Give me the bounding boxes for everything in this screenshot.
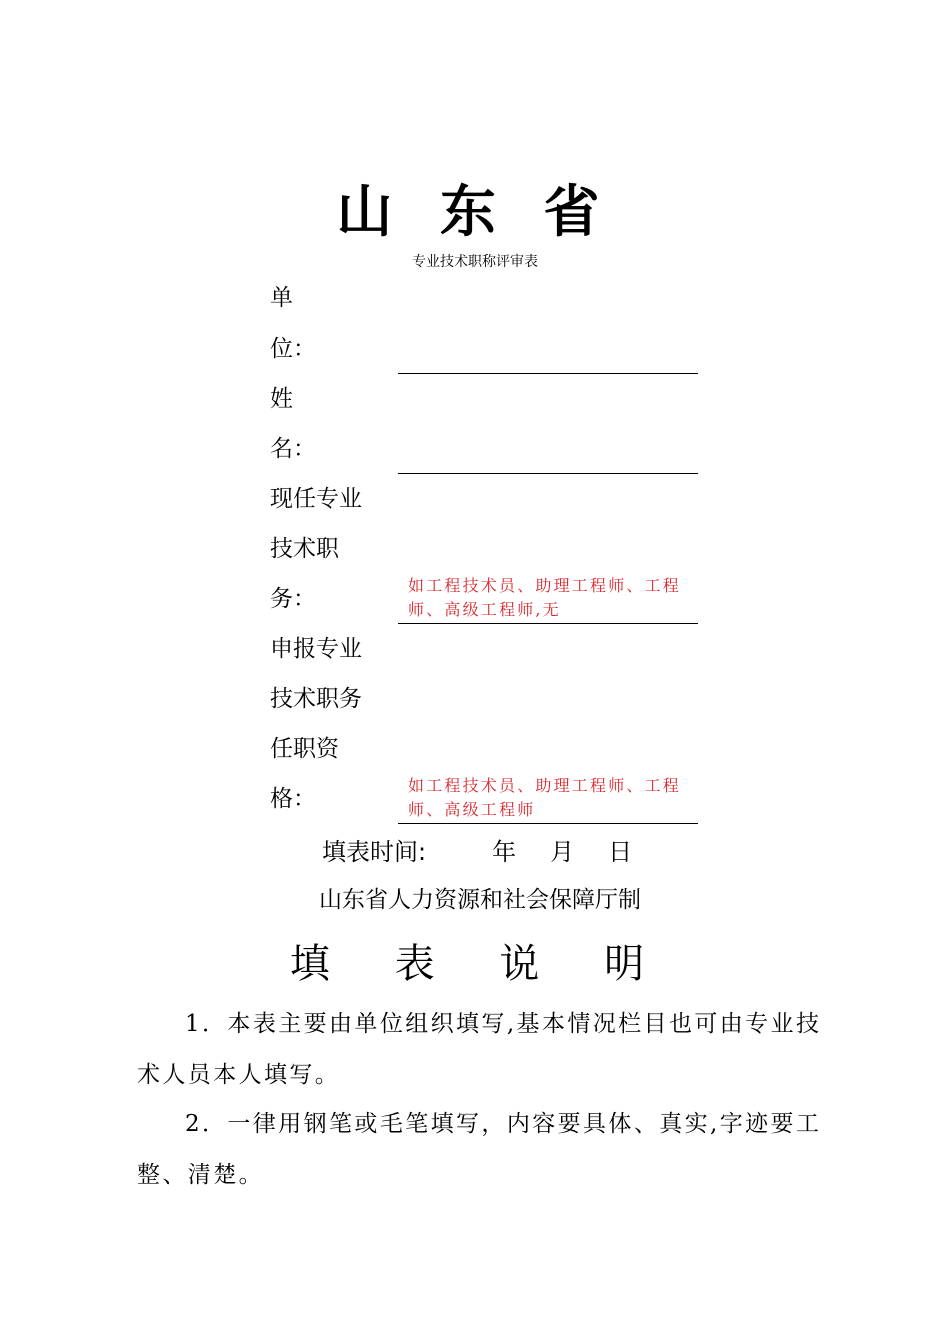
fill-time-day: 日 [608,838,633,866]
instruction-item-1: 1．本表主要由单位组织填写,基本情况栏目也可由专业技术人员本人填写。 [137,1011,822,1088]
unit-label-line1: 单 [270,285,293,311]
apply-title-label-line2: 技术职务 [270,686,362,712]
fill-time-row [322,836,632,868]
current-title-hint: 如工程技术员、助理工程师、工程师、高级工程师,无 [408,576,682,619]
document-subtitle: 专业技术职称评审表 [412,254,538,270]
apply-title-hint: 如工程技术员、助理工程师、工程师、高级工程师 [408,776,682,819]
apply-title-label-line1: 申报专业 [270,636,362,662]
unit-label-line2: 位： [270,336,316,362]
current-title-label-line1: 现任专业 [270,486,362,512]
instructions-title: 填 表 说 明 [289,941,671,987]
fill-time-month: 月 [550,838,575,866]
fill-time-label: 填表时间: [322,838,427,866]
current-title-label-line2: 技术职 [270,536,339,562]
document-title: 山 东 省 [336,180,614,245]
unit-field-line[interactable] [398,373,698,374]
current-title-label-line3: 务： [270,586,316,612]
name-field-line[interactable] [398,473,698,474]
issuer: 山东省人力资源和社会保障厅制 [319,887,641,913]
apply-title-label-line3: 任职资 [270,736,339,762]
apply-title-field-line[interactable] [398,823,698,824]
apply-title-label-line4: 格： [270,786,316,812]
instruction-item-2: 2．一律用钢笔或毛笔填写，内容要具体、真实,字迹要工整、清楚。 [137,1111,822,1188]
name-label-line1: 姓 [270,386,293,412]
fill-time-year: 年 [492,838,517,866]
name-label-line2: 名： [270,436,316,462]
current-title-field-line[interactable] [398,623,698,624]
